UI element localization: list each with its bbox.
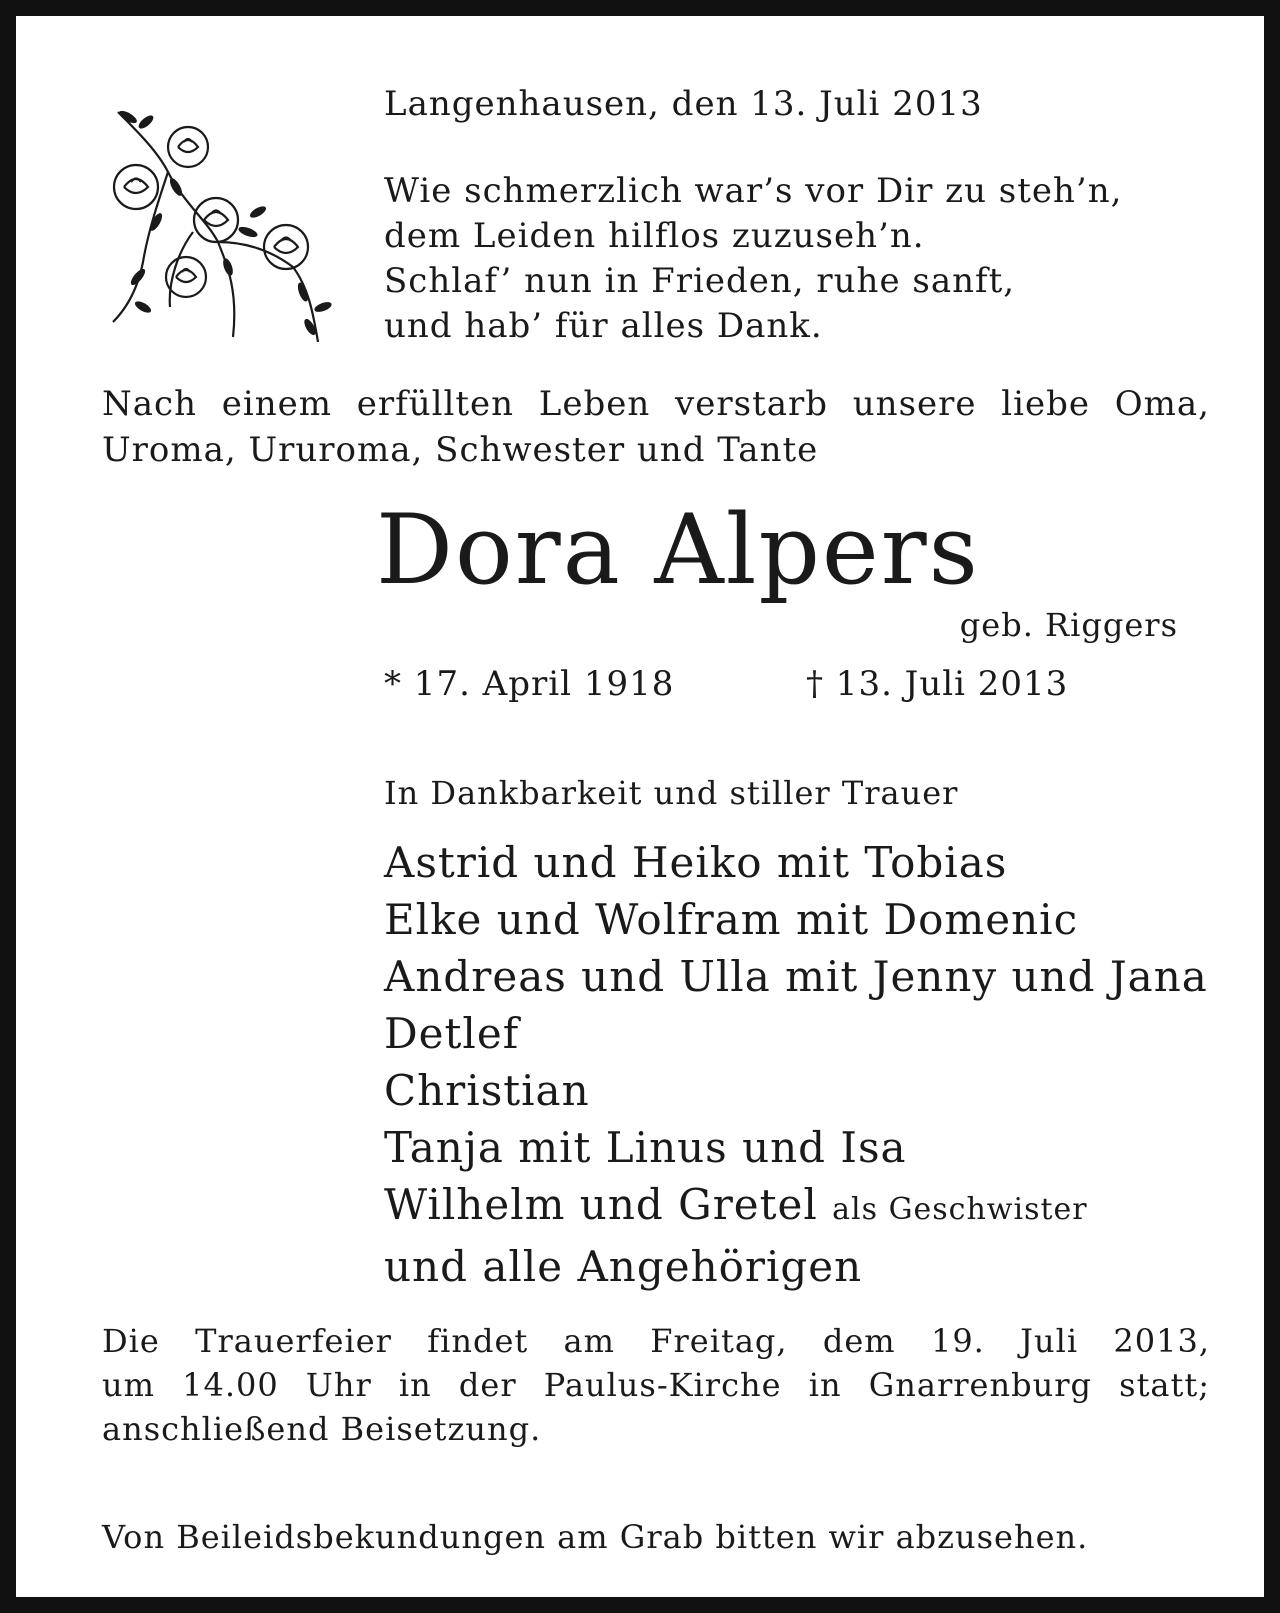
condolence-request: Von Beileidsbekundungen am Grab bitten wir abzusehen. (102, 1518, 1089, 1556)
intro-line: Nach einem erfüllten Leben verstarb unsere liebe Oma, (102, 384, 1210, 424)
mourners-list (384, 834, 1208, 1295)
deceased-name: Dora Alpers (376, 494, 980, 606)
funeral-line: Die Trauerfeier findet am Freitag, dem 19. Juli 2013, (102, 1322, 1210, 1360)
mourner-line: Detlef (384, 1009, 520, 1058)
death-date: † 13. Juli 2013 (806, 664, 1069, 704)
mourner-line: Christian (384, 1066, 590, 1115)
siblings-names: Wilhelm und Gretel (384, 1180, 818, 1229)
rose-branch-icon (98, 92, 348, 352)
poem (384, 169, 1122, 349)
mourner-line: und alle Angehörigen (384, 1242, 863, 1291)
poem-line: und hab’ für alles Dank. (384, 306, 823, 346)
poem-line: Wie schmerzlich war’s vor Dir zu steh’n, (384, 171, 1123, 211)
siblings-note: als Geschwister (832, 1192, 1088, 1227)
grief-line: In Dankbarkeit und stiller Trauer (384, 774, 959, 812)
poem-line: Schlaf’ nun in Frieden, ruhe sanft, (384, 261, 1016, 301)
mourner-line: Andreas und Ulla mit Jenny und Jana (384, 952, 1208, 1001)
mourner-line (384, 1176, 1208, 1238)
funeral-line: anschließend Beisetzung. (102, 1410, 542, 1448)
mourner-line: Astrid und Heiko mit Tobias (384, 838, 1008, 887)
place-date: Langenhausen, den 13. Juli 2013 (384, 84, 983, 124)
intro-line: Uroma, Ururoma, Schwester und Tante (102, 430, 819, 470)
mourner-line: Tanja mit Linus und Isa (384, 1123, 907, 1172)
mourner-line: Elke und Wolfram mit Domenic (384, 895, 1079, 944)
poem-line: dem Leiden hilflos zuzuseh’n. (384, 216, 925, 256)
birth-name: geb. Riggers (959, 606, 1178, 644)
birth-date: * 17. April 1918 (384, 664, 675, 704)
funeral-line: um 14.00 Uhr in der Paulus-Kirche in Gnarrenburg statt; (102, 1366, 1210, 1404)
